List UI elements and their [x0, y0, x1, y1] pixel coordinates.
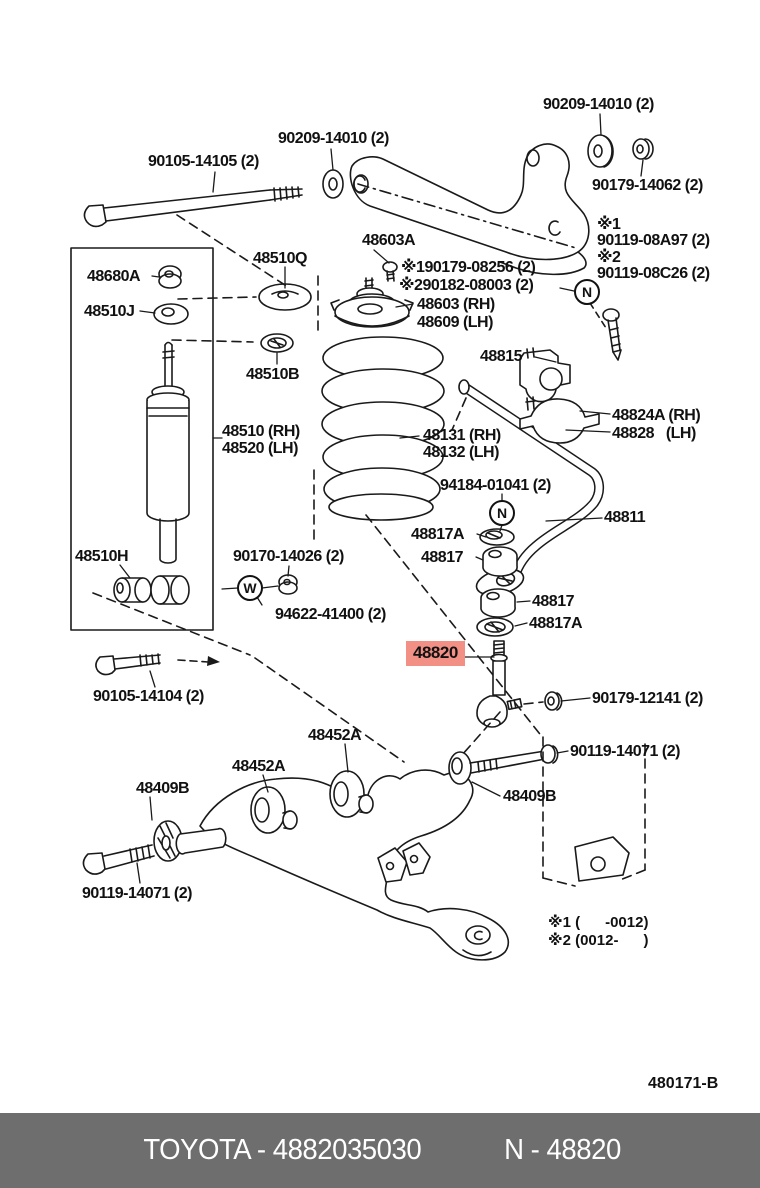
part-label[interactable]: 48817A — [411, 526, 465, 543]
nut-90170-14026 — [279, 575, 297, 594]
washer-48817a-bottom — [477, 618, 513, 636]
part-label[interactable]: 90179-14062 (2) — [592, 177, 703, 194]
part-label[interactable]: 48132 (LH) — [423, 444, 499, 461]
part-label[interactable]: 48680A — [87, 268, 141, 285]
part-label[interactable]: 48603A — [362, 232, 416, 249]
part-label[interactable]: 94184-01041 (2) — [440, 477, 551, 494]
part-label[interactable]: 48609 (LH) — [417, 314, 493, 331]
highlighted-part-label[interactable]: 48820 — [406, 641, 465, 666]
nut-48680a — [159, 266, 181, 288]
part-label[interactable]: ※1 — [597, 216, 621, 233]
washer-48510b — [261, 334, 293, 352]
part-label[interactable]: 48452A — [232, 758, 286, 775]
footer-part-ref: N - 48820 — [503, 1134, 621, 1166]
diagram-code: 480171-B — [648, 1075, 719, 1092]
part-label[interactable]: 48817A — [529, 615, 583, 632]
part-label[interactable]: 48811 — [604, 509, 646, 526]
part-label[interactable]: 48603 (RH) — [417, 296, 495, 313]
part-label[interactable]: 90119-08A97 (2) — [597, 232, 710, 249]
part-label[interactable]: 90105-14104 (2) — [93, 688, 204, 705]
part-label[interactable]: 48131 (RH) — [423, 427, 501, 444]
footer-bar — [0, 1113, 760, 1188]
part-label[interactable]: 48824A (RH) — [612, 407, 701, 424]
part-label[interactable]: 48510B — [246, 366, 300, 383]
part-label[interactable]: 48520 (LH) — [222, 440, 298, 457]
washer-90209-right — [588, 135, 613, 167]
production-note: ※1 ( -0012) — [548, 914, 649, 931]
part-label[interactable]: 94622-41400 (2) — [275, 606, 386, 623]
part-label[interactable]: 90209-14010 (2) — [278, 130, 389, 147]
part-label[interactable]: 90119-14071 (2) — [570, 743, 680, 760]
fastener-marker: N — [574, 279, 600, 305]
part-label[interactable]: 90119-14071 (2) — [82, 885, 192, 902]
fastener-marker: N — [489, 500, 515, 526]
part-label[interactable]: 48817 — [421, 549, 463, 566]
shock-absorber — [147, 343, 189, 564]
bushing-48817-bottom — [481, 589, 515, 617]
part-label[interactable]: ※190179-08256 (2) — [401, 259, 536, 276]
nut-90179-14062 — [633, 139, 653, 159]
bolt-48603a — [383, 262, 397, 281]
part-label[interactable]: 90209-14010 (2) — [543, 96, 654, 113]
part-label[interactable]: 90179-12141 (2) — [592, 690, 703, 707]
part-label[interactable]: 48452A — [308, 727, 362, 744]
part-label[interactable]: 48510H — [75, 548, 129, 565]
washer-48510j — [154, 304, 188, 324]
part-label[interactable]: ※290182-08003 (2) — [399, 277, 534, 294]
bushing-48452a-right — [330, 771, 373, 817]
bracket-48815 — [520, 348, 570, 402]
bushings-48510h — [114, 576, 189, 604]
part-label[interactable]: 48409B — [136, 780, 190, 797]
part-label[interactable]: 48510J — [84, 303, 135, 320]
fastener-marker: W — [237, 575, 263, 601]
upper-control-arm — [350, 144, 588, 274]
part-label[interactable]: 90170-14026 (2) — [233, 548, 344, 565]
part-label[interactable]: 48817 — [532, 593, 574, 610]
dashed-arrow — [178, 656, 220, 666]
part-label[interactable]: 90119-08C26 (2) — [597, 265, 710, 282]
part-label[interactable]: ※2 — [597, 249, 621, 266]
part-label[interactable]: 90105-14105 (2) — [148, 153, 259, 170]
bolt-90119-08 — [603, 309, 621, 360]
part-label[interactable]: 48510Q — [253, 250, 307, 267]
part-label[interactable]: 48409B — [503, 788, 557, 805]
production-note: ※2 (0012- ) — [548, 932, 649, 949]
part-label[interactable]: 48828 (LH) — [612, 425, 696, 442]
bushing-48817-top — [483, 547, 517, 576]
part-label[interactable]: 48510 (RH) — [222, 423, 300, 440]
part-label[interactable]: 48815 — [480, 348, 522, 365]
footer-brand-part-number: TOYOTA - 4882035030 — [143, 1134, 422, 1166]
nut-90179-12141 — [545, 692, 562, 710]
